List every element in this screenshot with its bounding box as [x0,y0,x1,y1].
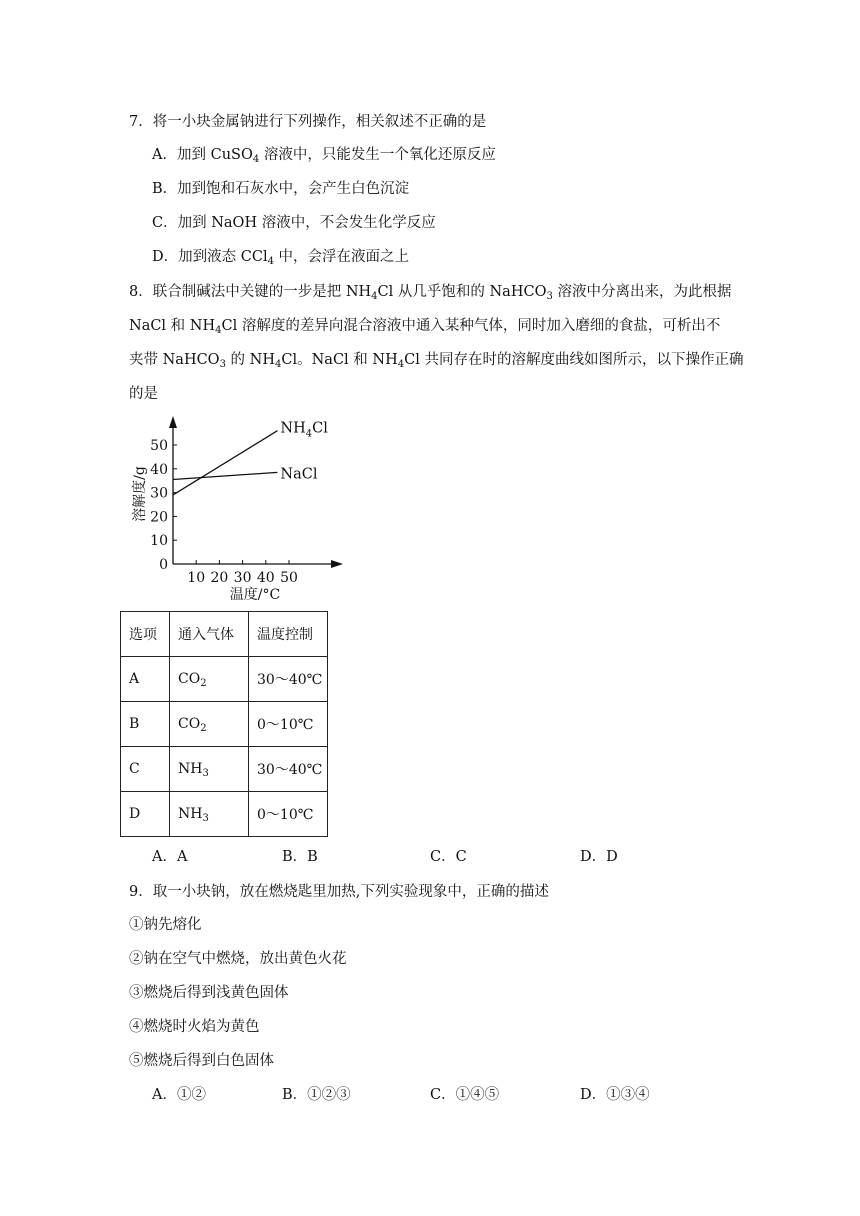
y-tick-label: 10 [150,533,168,550]
gas-cell: $NH_3$ [170,792,249,837]
temperature-cell: 30～40℃ [249,657,328,702]
q9-stem: 9．取一小块钠，放在燃烧匙里加热,下列实验现象中，正确的描述 [129,884,549,900]
table-row [121,747,328,792]
q8-line3: 夹带 NaHCO$_3$ 的 $NH_4Cl$。NaCl 和 $NH_4Cl$ 共同存在时的溶解度曲线如图所示，以下操作正确 [129,352,744,370]
nacl-curve [173,472,277,479]
temperature-cell: 0～10℃ [249,702,328,747]
y-tick-label: 20 [150,509,168,526]
choice-a[interactable]: A．A [152,849,188,865]
table-header-cell: 通入气体 [170,612,249,657]
x-axis-arrow [331,560,343,568]
x-tick-label: 40 [256,570,275,586]
table-header-cell: 温度控制 [249,612,328,657]
option-cell: B [121,702,170,747]
gas-cell: $NH_3$ [170,747,249,792]
x-tick-label: 30 [233,570,252,586]
option-cell: C [121,747,170,792]
q7-option-d: D．加到液态 CCl$_4$ 中，会浮在液面之上 [152,249,410,267]
q8-line2: NaCl 和 $NH_4Cl$ 溶解度的差异向混合溶液中通入某种气体，同时加入磨细的食盐，可析出不 [129,318,721,336]
q7-stem: 7．将一小块金属钠进行下列操作，相关叙述不正确的是 [129,114,487,130]
y-tick-label: 30 [150,485,168,502]
choice-d[interactable]: D．①③④ [580,1087,650,1103]
table-row [121,792,328,837]
table-header-cell: 选项 [121,612,170,657]
y-tick-label: 50 [150,438,168,454]
choice-d[interactable]: D．D [580,849,618,865]
q9-statement: ①钠先熔化 [129,917,202,933]
q7-option-c: C．加到 NaOH 溶液中，不会发生化学反应 [152,215,436,231]
table-header-row [121,612,328,657]
solubility-chart [125,412,355,612]
q8-line1: 8．联合制碱法中关键的一步是把 $NH_4Cl$ 从几乎饱和的 NaHCO$_3$ 溶液中分离出来，为此根据 [129,284,732,302]
y-axis-arrow [169,416,177,428]
gas-cell: $CO_2$ [170,702,249,747]
temperature-cell: 0～10℃ [249,792,328,837]
x-tick-label: 10 [187,570,206,586]
choice-a[interactable]: A．①② [152,1087,206,1103]
q7-option-a: A．加到 CuSO$_4$ 溶液中，只能发生一个氧化还原反应 [152,147,496,165]
x-tick-label: 20 [210,570,229,586]
table-row [121,702,328,747]
options-table [120,611,328,837]
y-axis-label: 溶解度/g [132,466,148,522]
y-tick-label: 40 [150,461,168,478]
choice-b[interactable]: B．①②③ [282,1087,351,1103]
q9-statement: ②钠在空气中燃烧，放出黄色火花 [129,951,347,967]
option-cell: A [121,657,170,702]
x-axis-label: 温度/°C [229,587,281,603]
q8-line4: 的是 [129,386,158,402]
choice-b[interactable]: B．B [282,849,318,865]
table-row [121,657,328,702]
temperature-cell: 30～40℃ [249,747,328,792]
q9-statement: ④燃烧时火焰为黄色 [129,1019,260,1035]
choice-c[interactable]: C．①④⑤ [430,1087,500,1103]
y-tick-label: 0 [159,557,168,573]
choice-c[interactable]: C．C [430,849,467,865]
q9-statement: ③燃烧后得到浅黄色固体 [129,985,289,1001]
nh4cl-curve [173,431,277,495]
option-cell: D [121,792,170,837]
q9-statement: ⑤燃烧后得到白色固体 [129,1053,274,1069]
gas-cell: $CO_2$ [170,657,249,702]
nh4cl-label: $NH_4Cl$ [280,420,328,440]
x-tick-label: 50 [280,570,298,586]
q7-option-b: B．加到饱和石灰水中，会产生白色沉淀 [152,181,410,197]
nacl-label: NaCl [280,466,318,483]
